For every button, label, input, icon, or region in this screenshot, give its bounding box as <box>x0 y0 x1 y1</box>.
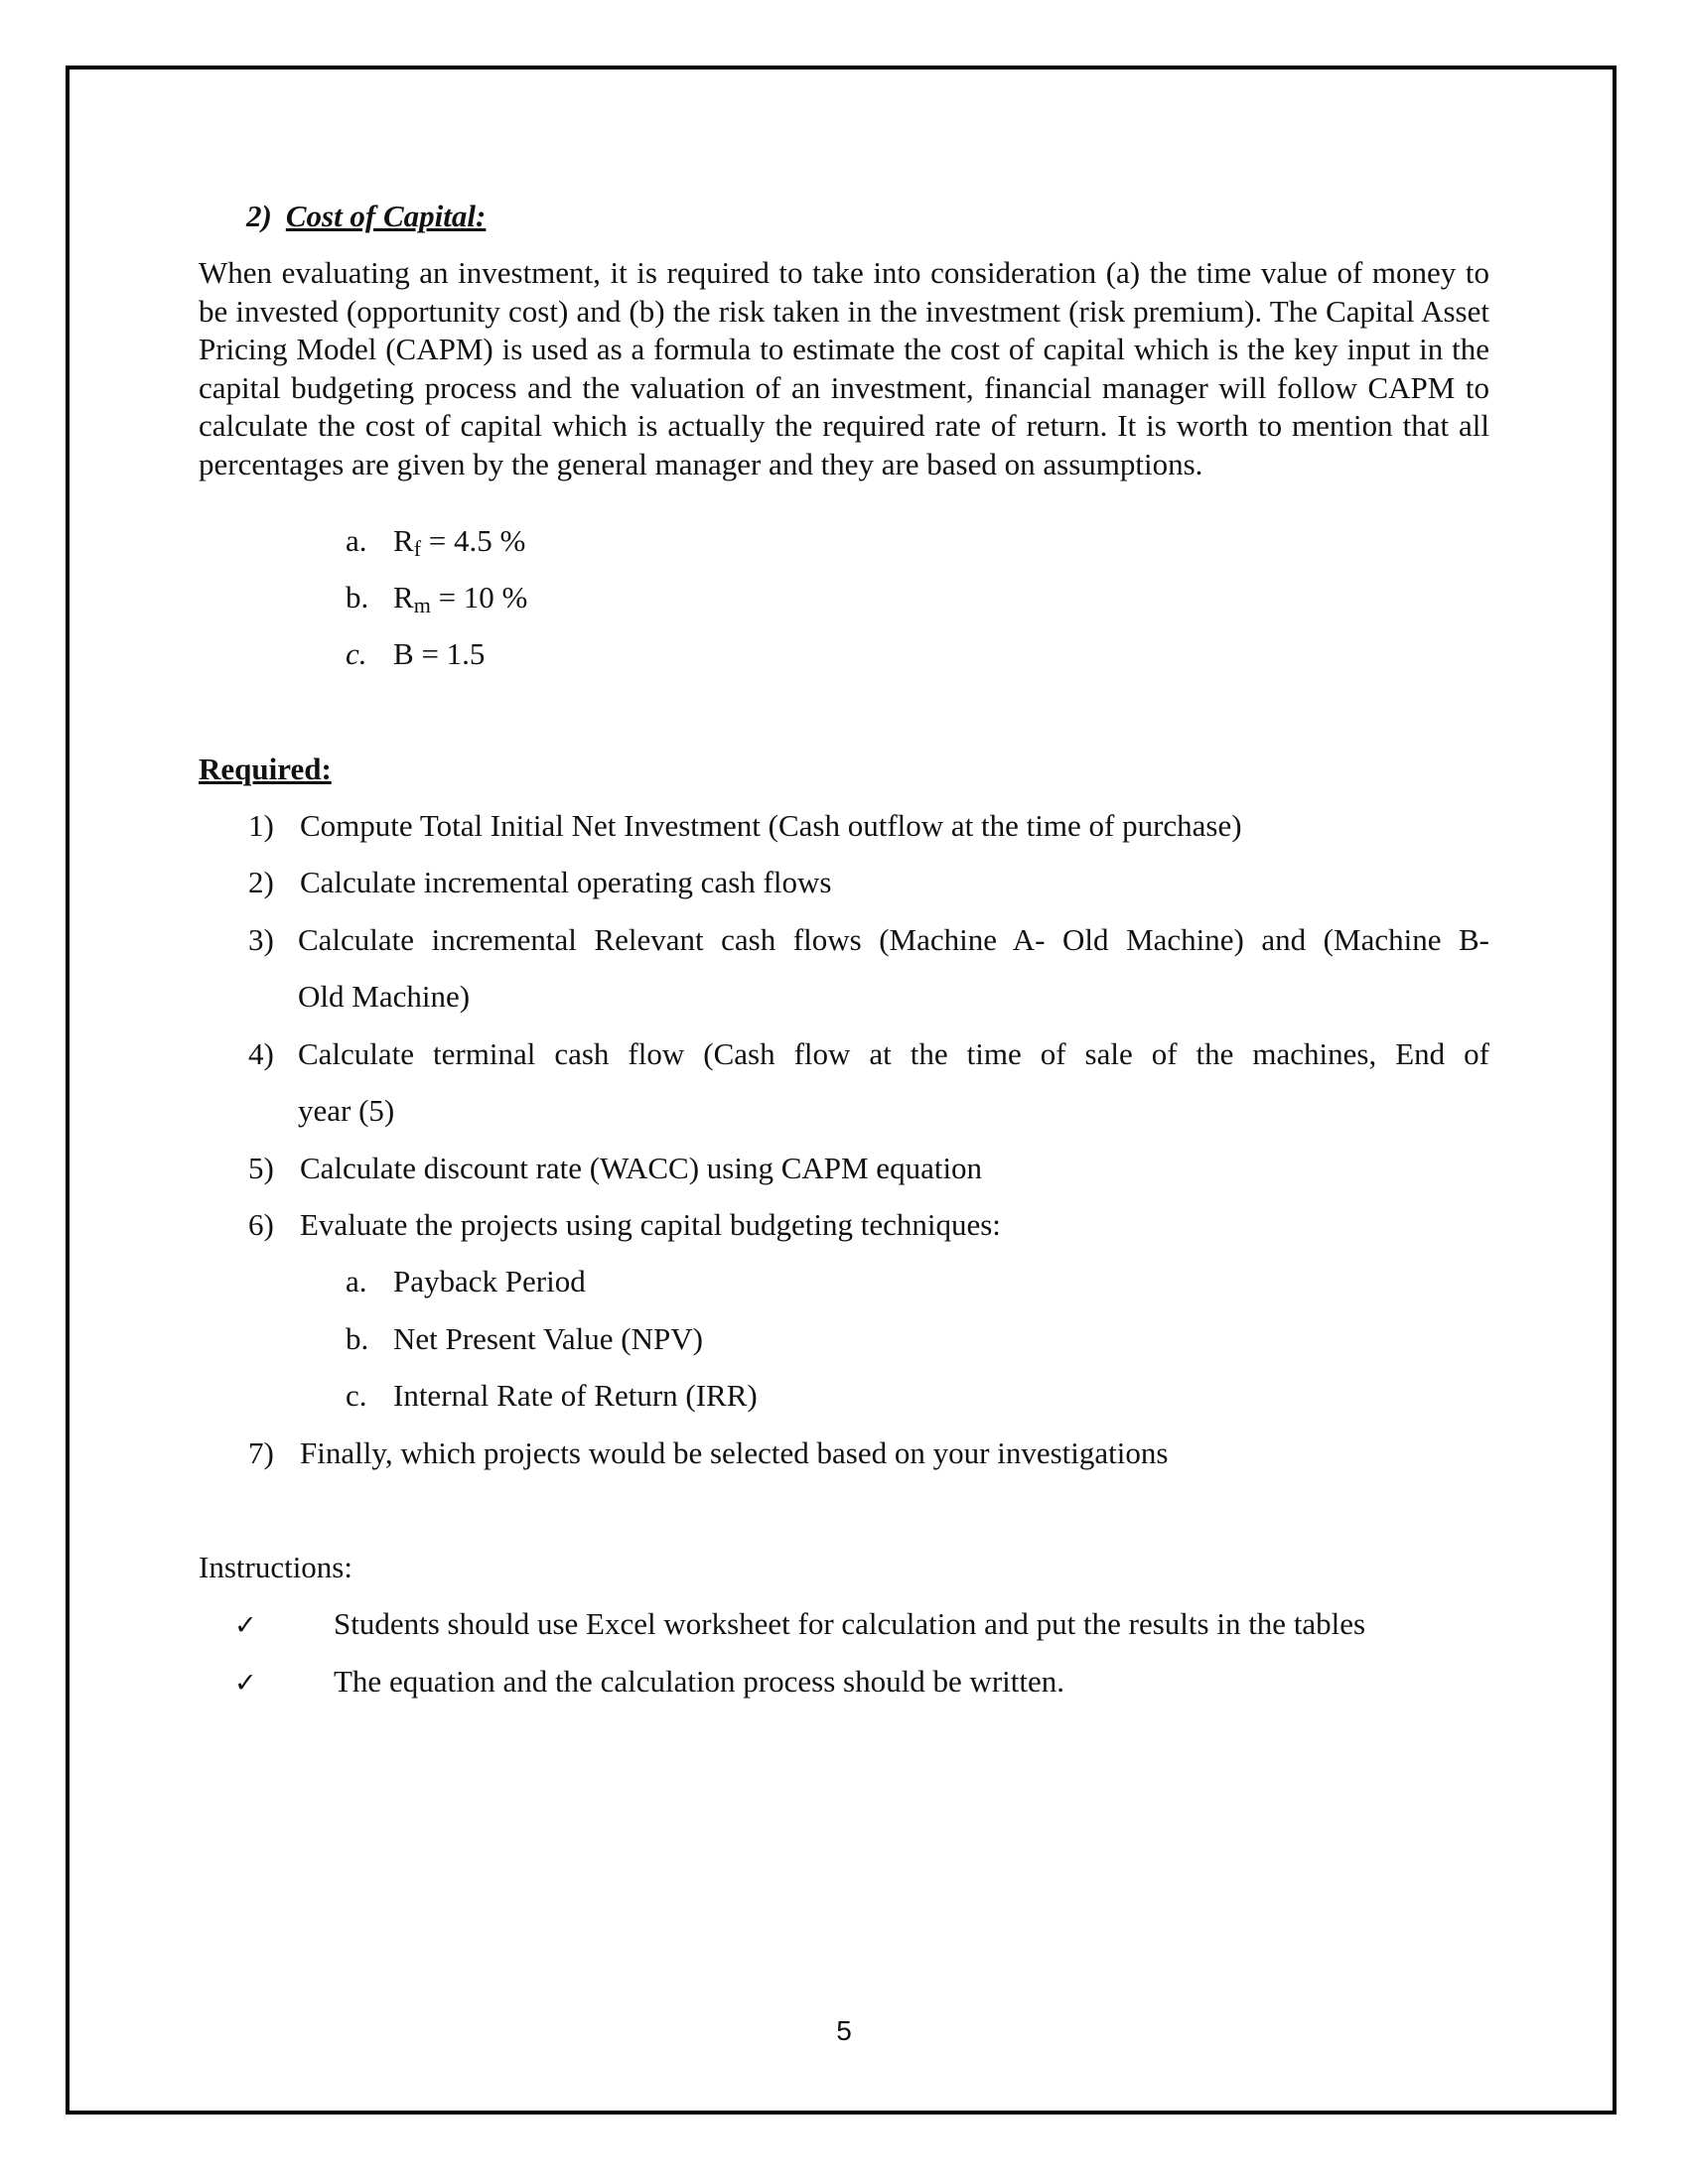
required-item-number: 3) <box>248 922 274 957</box>
section-heading <box>246 199 486 234</box>
section-number: 2) <box>246 199 272 233</box>
assumption-item: c. B = 1.5 <box>346 636 486 671</box>
checkmark-icon: ✓ <box>234 1610 257 1641</box>
checkmark-icon: ✓ <box>234 1668 257 1699</box>
required-item: 5) Calculate discount rate (WACC) using CAPM equation <box>248 1151 983 1185</box>
instruction-item: ✓ Students should use Excel worksheet for calculation and put the results in the tables <box>234 1606 1366 1641</box>
required-heading: Required: <box>199 751 332 786</box>
required-item: 7) Finally, which projects would be selected based on your investigations <box>248 1435 1169 1470</box>
page-number: 5 <box>836 2015 852 2046</box>
required-item: 1) Compute Total Initial Net Investment (Cash outflow at the time of purchase) <box>248 808 1242 843</box>
required-item: 2) Calculate incremental operating cash flows <box>248 865 832 899</box>
instruction-item: ✓ The equation and the calculation process should be written. <box>234 1664 1065 1699</box>
technique-item: c. Internal Rate of Return (IRR) <box>346 1378 758 1413</box>
section-title: Cost of Capital: <box>285 199 487 233</box>
instructions-heading: Instructions: <box>199 1550 352 1584</box>
technique-item: b. Net Present Value (NPV) <box>346 1321 703 1356</box>
assumption-item: a. $R_f = 4.5$ % <box>346 523 526 561</box>
required-item-line: year (5) <box>298 1093 395 1128</box>
required-item-line: Calculate incremental Relevant cash flows (Machine A- Old Machine) and (Machine B- <box>298 922 1489 957</box>
technique-item: a. Payback Period <box>346 1264 586 1298</box>
required-item-line: Calculate terminal cash flow (Cash flow at the time of sale of the machines, End of <box>298 1036 1489 1071</box>
assumption-item: b. $R_m = 10$ % <box>346 580 528 617</box>
required-item-line: Old Machine) <box>298 979 471 1014</box>
required-item: 6) Evaluate the projects using capital budgeting techniques: <box>248 1207 1001 1242</box>
section-paragraph: When evaluating an investment, it is required to take into consideration (a) the time value of money to be invested (opportunity cost) and (b) the risk taken in the investment (risk premium). The Capital Asset Pricing Model (CAPM) is used as a formula to estimate the cost of capital which is the key input in the capital budgeting process and the valuation of an investment, financial manager will follow CAPM to calculate the cost of capital which is actually the required rate of return. It is worth to mention that all percentages are given by the general manager and they are based on assumptions. <box>199 255 1489 481</box>
required-item-number: 4) <box>248 1036 274 1071</box>
